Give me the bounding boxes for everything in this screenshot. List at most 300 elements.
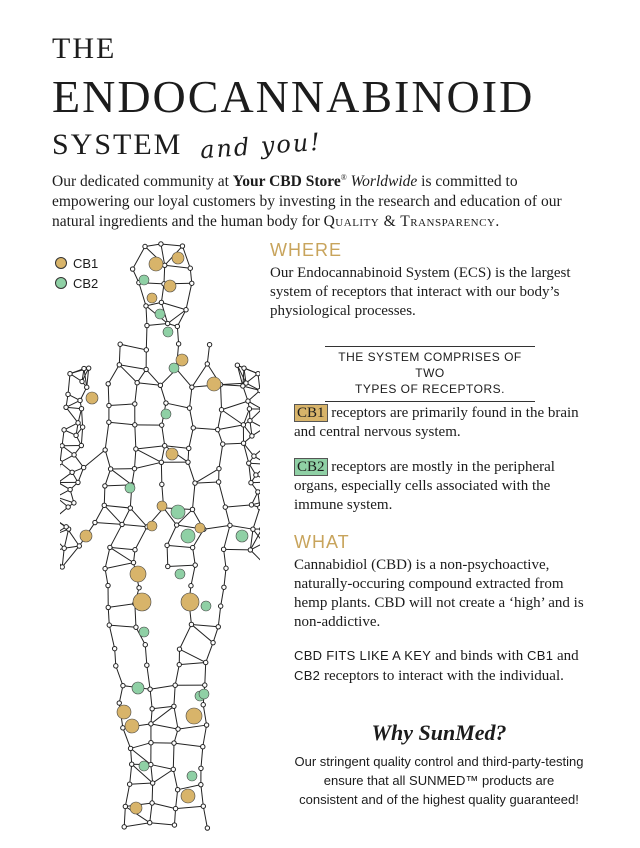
cb1-receptor-dot (186, 708, 202, 724)
intro-quality: Quality & Transparency. (323, 213, 500, 231)
mesh-node (189, 584, 193, 588)
mesh-node (190, 281, 194, 285)
intro-text-3: is committed to empowering our loyal customers by investing in the research and education of our natural ingredients and the human body for (52, 173, 562, 231)
mesh-link (150, 823, 175, 825)
mesh-node (72, 453, 76, 457)
mesh-node (256, 490, 260, 494)
mesh-node (149, 740, 153, 744)
mesh-node (258, 505, 260, 509)
mesh-link (139, 283, 146, 306)
mesh-node (134, 625, 138, 629)
mesh-node (68, 371, 72, 375)
cb1-receptor-dot (117, 705, 131, 719)
cb1-receptor-dot (130, 802, 142, 814)
system-line1: THE SYSTEM COMPRISES OF TWO (338, 350, 522, 380)
mesh-link (191, 624, 218, 626)
mesh-node (127, 782, 131, 786)
mesh-link (167, 545, 168, 566)
cb2-paragraph (294, 458, 594, 515)
mesh-node (121, 683, 125, 687)
mesh-node (188, 266, 192, 270)
fits-cb2: CB2 (294, 668, 321, 683)
mesh-link (105, 422, 109, 450)
cb1-receptor-dot (181, 593, 199, 611)
mesh-node (190, 545, 194, 549)
mesh-node (184, 308, 188, 312)
mesh-link (173, 743, 174, 769)
mesh-node (82, 366, 86, 370)
mesh-link (147, 665, 150, 689)
mesh-link (218, 410, 222, 430)
mesh-node (223, 505, 227, 509)
mesh-link (151, 724, 178, 729)
title-block (52, 32, 534, 163)
mesh-link (224, 549, 226, 568)
mesh-link (176, 790, 178, 809)
why-text: Our stringent quality control and third-party-testing ensure that all SUNMED™ products are consistent and of the highest quality guaranteed! (294, 754, 584, 807)
cb2-receptor-dot (163, 327, 173, 337)
mesh-link (224, 568, 226, 587)
cb2-receptor-dot (139, 761, 149, 771)
mesh-link (135, 527, 147, 550)
mesh-node (211, 640, 215, 644)
cb2-receptor-dot (125, 483, 135, 493)
mesh-link (201, 747, 203, 769)
mesh-node (180, 244, 184, 248)
mesh-link (219, 482, 226, 507)
mesh-node (175, 324, 179, 328)
cb1-receptor-dot (80, 530, 92, 542)
mesh-node (158, 383, 162, 387)
mesh-node (215, 427, 219, 431)
mesh-node (250, 434, 254, 438)
cb1-receptor-dot (181, 789, 195, 803)
mesh-node (256, 371, 260, 375)
mesh-link (81, 427, 82, 445)
mesh-node (176, 727, 180, 731)
mesh-node (134, 447, 138, 451)
mesh-node (149, 722, 153, 726)
mesh-link (104, 505, 130, 508)
title-line1: THE (52, 32, 117, 65)
mesh-link (192, 483, 195, 509)
cb1-receptor-dot (172, 252, 184, 264)
mesh-node (207, 342, 211, 346)
cb1-paragraph (294, 404, 594, 442)
mesh-node (173, 683, 177, 687)
mesh-link (165, 265, 191, 268)
mesh-node (121, 726, 125, 730)
mesh-node (80, 379, 84, 383)
mesh-node (159, 460, 163, 464)
mesh-link (195, 469, 219, 483)
mesh-node (76, 421, 80, 425)
mesh-node (86, 366, 90, 370)
mesh-link (104, 505, 122, 524)
title-line3: SYSTEM (52, 128, 183, 161)
mesh-node (172, 704, 176, 708)
mesh-node (117, 701, 121, 705)
mesh-node (201, 804, 205, 808)
mesh-link (164, 265, 165, 284)
mesh-link (122, 524, 147, 526)
mesh-node (216, 625, 220, 629)
mesh-link (161, 244, 183, 246)
title-script: and you! (199, 127, 324, 165)
mesh-link (204, 525, 230, 529)
mesh-link (64, 529, 68, 548)
mesh-node (247, 407, 251, 411)
mesh-link (120, 344, 146, 350)
cb2-receptor-dot (169, 363, 179, 373)
mesh-node (248, 548, 252, 552)
mesh-node (143, 643, 147, 647)
mesh-node (80, 425, 84, 429)
mesh-link (218, 606, 220, 627)
mesh-node (70, 470, 74, 474)
mesh-link (188, 462, 195, 483)
mesh-link (136, 449, 161, 462)
mesh-link (119, 344, 120, 365)
cb2-receptor-dot (161, 409, 171, 419)
mesh-node (203, 683, 207, 687)
fits-caps: CBD FITS LIKE A KEY (294, 648, 432, 663)
mesh-link (110, 524, 122, 547)
mesh-link (108, 384, 109, 406)
mesh-node (165, 321, 169, 325)
mesh-node (128, 746, 132, 750)
mesh-node (130, 762, 134, 766)
mesh-node (191, 426, 195, 430)
cb2-text: receptors are mostly in the peripheral organs, especially cells associated with the immune system. (294, 459, 555, 513)
mesh-link (168, 565, 195, 566)
mesh-link (180, 649, 206, 662)
cb2-receptor-dot (175, 569, 185, 579)
mesh-link (136, 446, 165, 449)
mesh-link (225, 505, 251, 507)
mesh-node (252, 454, 256, 458)
mesh-link (152, 783, 153, 803)
mesh-link (130, 508, 147, 527)
mesh-link (108, 604, 135, 608)
mesh-link (162, 425, 165, 446)
mesh-link (124, 823, 150, 827)
mesh-link (150, 689, 152, 709)
mesh-node (133, 402, 137, 406)
mesh-node (171, 767, 175, 771)
mesh-node (241, 441, 245, 445)
mesh-node (187, 446, 191, 450)
mesh-link (130, 764, 132, 784)
mesh-link (160, 385, 166, 403)
cb1-receptor-dot (195, 523, 205, 533)
mesh-node (249, 503, 253, 507)
mesh-link (177, 310, 186, 327)
mesh-link (133, 246, 145, 269)
mesh-link (105, 547, 110, 568)
mesh-link (253, 508, 260, 530)
cb2-receptor-dot (171, 505, 185, 519)
fits-cb1: CB1 (527, 648, 554, 663)
mesh-link (189, 428, 193, 448)
mesh-node (166, 564, 170, 568)
mesh-node (159, 300, 163, 304)
mesh-link (250, 550, 260, 566)
mesh-node (62, 428, 66, 432)
cb1-tag: CB1 (294, 404, 328, 422)
mesh-link (135, 383, 137, 404)
mesh-link (176, 369, 191, 387)
mesh-node (76, 480, 80, 484)
mesh-node (77, 544, 81, 548)
mesh-link (161, 302, 186, 309)
mesh-link (161, 284, 164, 303)
mesh-node (132, 466, 136, 470)
system-box (325, 346, 535, 402)
cb1-receptor-dot (176, 354, 188, 366)
mesh-node (224, 566, 228, 570)
mesh-link (66, 407, 78, 423)
mesh-link (82, 409, 83, 427)
mesh-node (187, 406, 191, 410)
mesh-link (189, 387, 191, 408)
mesh-node (144, 348, 148, 352)
mesh-node (107, 420, 111, 424)
mesh-node (106, 605, 110, 609)
mesh-node (186, 460, 190, 464)
mesh-node (78, 398, 82, 402)
body-network-illustration (60, 236, 260, 842)
mesh-link (201, 785, 203, 807)
cb2-tag: CB2 (294, 458, 328, 476)
mesh-node (135, 381, 139, 385)
cb2-receptor-dot (187, 771, 197, 781)
mesh-link (203, 705, 206, 725)
mesh-node (222, 585, 226, 589)
mesh-link (192, 364, 207, 387)
mesh-link (109, 422, 135, 425)
mesh-link (167, 525, 177, 545)
mesh-link (95, 505, 104, 522)
intro-brand: Your CBD Store (232, 173, 341, 191)
mesh-node (128, 506, 132, 510)
mesh-node (221, 547, 225, 551)
mesh-node (107, 623, 111, 627)
why-heading: Why SunMed? (371, 720, 507, 745)
mesh-node (123, 804, 127, 808)
cb1-receptor-dot (147, 293, 157, 303)
mesh-link (179, 662, 205, 664)
mesh-node (93, 520, 97, 524)
fits-text: and binds with (431, 648, 528, 664)
mesh-link (180, 624, 192, 649)
title-line3-row (52, 128, 534, 163)
mesh-link (131, 743, 151, 749)
mesh-node (221, 442, 225, 446)
mesh-node (137, 586, 141, 590)
mesh-link (168, 310, 186, 324)
mesh-link (174, 706, 178, 729)
mesh-node (130, 267, 134, 271)
mesh-node (219, 408, 223, 412)
mesh-link (146, 326, 147, 350)
cb1-receptor-dot (147, 521, 157, 531)
intro-paragraph (52, 168, 592, 232)
cb2-receptor-dot (132, 682, 144, 694)
mesh-node (85, 385, 89, 389)
mesh-link (109, 404, 135, 406)
mesh-link (151, 765, 153, 783)
mesh-link (111, 469, 132, 485)
mesh-node (150, 801, 154, 805)
mesh-node (103, 566, 107, 570)
fits-rest: receptors to interact with the individual. (320, 668, 564, 684)
mesh-link (207, 345, 209, 364)
mesh-link (174, 743, 203, 747)
mesh-node (248, 418, 252, 422)
mesh-link (135, 449, 136, 469)
mesh-node (199, 766, 203, 770)
mesh-link (191, 624, 213, 642)
mesh-link (147, 324, 168, 326)
mesh-node (145, 323, 149, 327)
mesh-node (79, 443, 83, 447)
mesh-link (174, 685, 175, 706)
mesh-node (150, 781, 154, 785)
mesh-node (175, 787, 179, 791)
mesh-link (125, 784, 129, 806)
cb1-receptor-dot (125, 719, 139, 733)
mesh-link (219, 444, 223, 469)
mesh-node (173, 806, 177, 810)
mesh-node (106, 583, 110, 587)
mesh-link (221, 587, 224, 606)
cb1-text: receptors are primarily found in the brain and central nervous system. (294, 405, 579, 440)
mesh-node (133, 423, 137, 427)
cb2-receptor-dot (181, 529, 195, 543)
mesh-node (204, 723, 208, 727)
mesh-link (191, 565, 195, 586)
mesh-node (160, 482, 164, 486)
mesh-link (203, 806, 207, 828)
mesh-node (254, 473, 258, 477)
mesh-link (135, 462, 162, 468)
mesh-node (244, 381, 248, 385)
mesh-node (204, 660, 208, 664)
mesh-link (109, 625, 136, 627)
mesh-link (108, 365, 119, 384)
what-text: Cannabidiol (CBD) is a non-psychoactive, naturally-occuring compound extracted from hemp plants. CBD will not create a ‘high’ and is non-addictive. (294, 557, 584, 630)
mesh-link (224, 549, 251, 550)
mesh-link (150, 685, 175, 689)
cb1-receptor-dot (207, 377, 221, 391)
mesh-node (258, 388, 260, 392)
mesh-link (84, 450, 106, 468)
where-heading: WHERE (270, 240, 342, 260)
mesh-node (81, 465, 85, 469)
mesh-link (104, 486, 105, 505)
mesh-link (137, 383, 160, 386)
mesh-node (66, 392, 70, 396)
mesh-link (173, 769, 177, 789)
mesh-link (122, 508, 130, 524)
intro-worldwide: Worldwide (346, 173, 418, 191)
mesh-node (247, 461, 251, 465)
cb1-receptor-dot (157, 501, 167, 511)
mesh-node (64, 525, 68, 529)
mesh-node (199, 782, 203, 786)
mesh-link (218, 425, 244, 430)
fits-paragraph (294, 646, 594, 686)
mesh-node (108, 545, 112, 549)
mesh-node (160, 423, 164, 427)
mesh-node (74, 433, 78, 437)
mesh-node (205, 826, 209, 830)
mesh-node (164, 401, 168, 405)
mesh-link (222, 410, 244, 425)
mesh-node (114, 664, 118, 668)
mesh-node (66, 505, 70, 509)
mesh-node (145, 663, 149, 667)
mesh-node (201, 703, 205, 707)
mesh-node (131, 560, 135, 564)
mesh-link (195, 482, 219, 483)
mesh-node (246, 399, 250, 403)
cb1-receptor-dot (149, 257, 163, 271)
cb1-receptor-dot (164, 280, 176, 292)
mesh-link (116, 666, 123, 686)
mesh-link (124, 806, 125, 826)
mesh-node (159, 242, 163, 246)
mesh-node (172, 823, 176, 827)
mesh-node (64, 405, 68, 409)
intro-reg: ® (340, 173, 347, 182)
mesh-node (216, 480, 220, 484)
mesh-node (143, 244, 147, 248)
mesh-link (189, 408, 193, 428)
mesh-link (146, 369, 160, 385)
mesh-link (205, 662, 206, 685)
mesh-link (223, 443, 244, 444)
mesh-node (193, 563, 197, 567)
mesh-link (135, 425, 136, 449)
mesh-link (178, 725, 207, 729)
mesh-node (60, 444, 64, 448)
cb2-receptor-dot (155, 309, 165, 319)
mesh-node (133, 548, 137, 552)
mesh-link (222, 401, 248, 410)
mesh-node (144, 367, 148, 371)
fits-and: and (553, 648, 579, 664)
mesh-node (189, 622, 193, 626)
mesh-link (206, 643, 213, 663)
mesh-node (60, 460, 62, 464)
mesh-link (193, 428, 217, 430)
mesh-node (177, 647, 181, 651)
what-heading: WHAT (294, 532, 350, 552)
mesh-link (151, 765, 173, 770)
mesh-node (148, 687, 152, 691)
mesh-link (109, 625, 114, 649)
mesh-link (175, 665, 179, 686)
mesh-node (103, 484, 107, 488)
mesh-link (130, 783, 153, 784)
cb1-receptor-dot (86, 392, 98, 404)
mesh-node (205, 362, 209, 366)
mesh-link (225, 507, 230, 525)
mesh-node (193, 481, 197, 485)
mesh-link (230, 525, 253, 529)
